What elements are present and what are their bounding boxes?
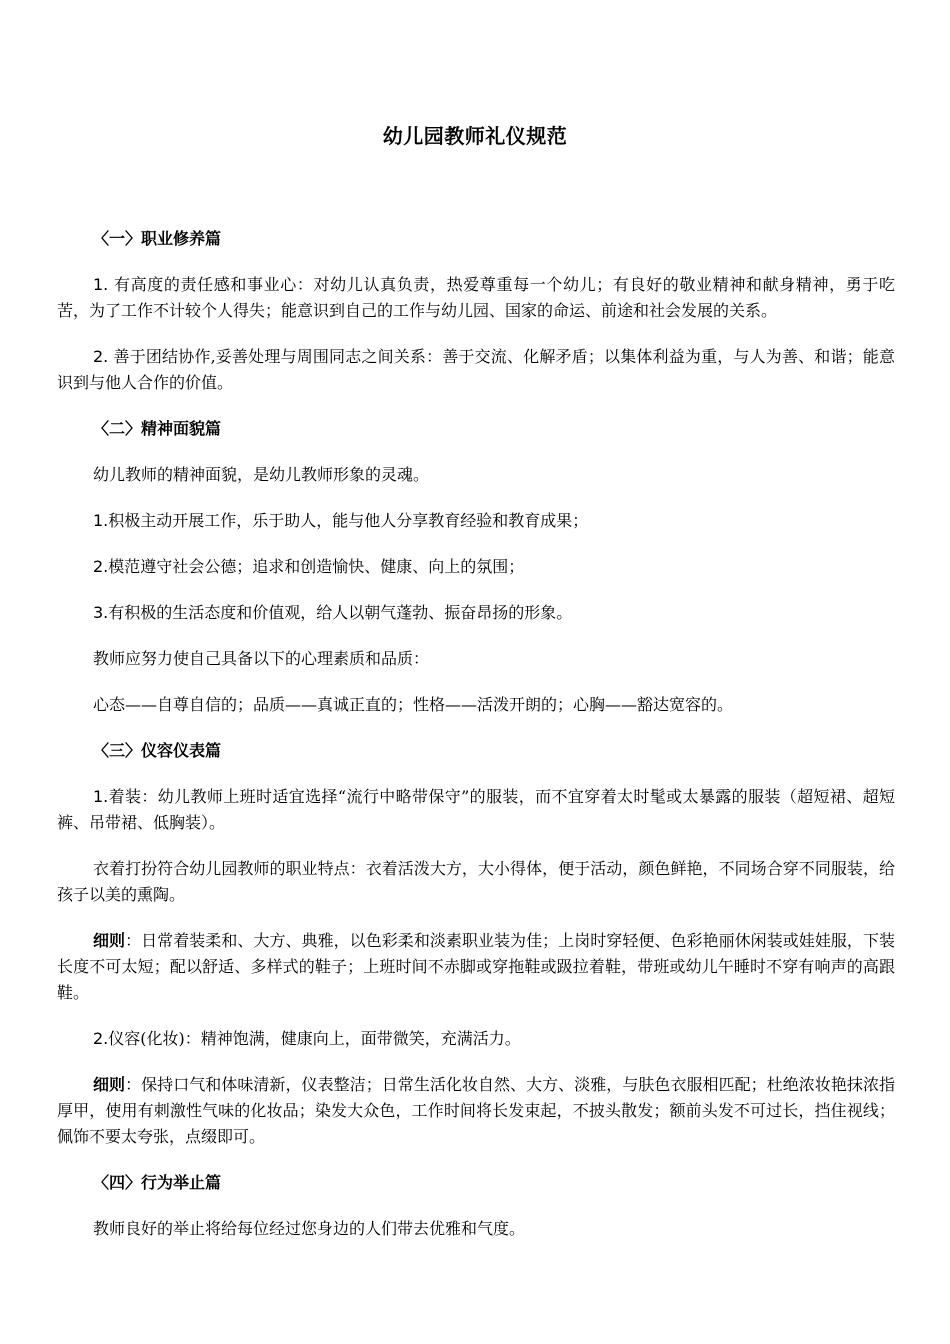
document-body: [57, 226, 895, 1262]
paragraph: [57, 692, 895, 718]
paragraph: [57, 784, 895, 836]
paragraph-text: ：保持口气和体味清新，仪表整洁；日常生活化妆自然、大方、淡雅，与肤色衣服相匹配；杜绝浓妆艳抹浓指厚甲，使用有刺激性气味的化妆品；染发大众色，工作时间将长发束起，不披头散发；额前头发不可过长，挡住视线；佩饰不要太夸张，点缀即可。: [57, 1075, 895, 1146]
paragraph-text: 积极主动开展工作，乐于助人，能与他人分享教育经验和教育成果；: [108, 511, 589, 530]
item-number: 1.: [93, 275, 109, 294]
section-heading-4: 〈四〉行为举止篇: [93, 1173, 222, 1192]
paragraph: [57, 600, 895, 626]
section-heading-3: 〈三〉仪容仪表篇: [93, 741, 222, 760]
paragraph: [57, 508, 895, 534]
item-number: 1.: [93, 787, 109, 806]
paragraph: [57, 856, 895, 908]
paragraph-text: 衣着打扮符合幼儿园教师的职业特点：衣着活泼大方，大小得体，便于活动，颜色鲜艳，不同场合穿不同服装，给孩子以美的熏陶。: [57, 859, 895, 904]
paragraph-text: 教师应努力使自己具备以下的心理素质和品质：: [93, 649, 430, 668]
rule-label: 细则: [93, 931, 126, 950]
paragraph: [57, 646, 895, 672]
item-number: 2.: [93, 1029, 109, 1048]
section-heading-2: 〈二〉精神面貌篇: [93, 419, 222, 438]
paragraph-text: 心态——自尊自信的；品质——真诚正直的；性格——活泼开朗的；心胸——豁达宽容的。: [93, 695, 734, 714]
paragraph: [57, 272, 895, 324]
paragraph: [57, 1216, 895, 1242]
paragraph-text: 善于团结协作,妥善处理与周围同志之间关系：善于交流、化解矛盾；以集体利益为重，与人为善、和谐；能意识到与他人合作的价值。: [57, 347, 895, 392]
paragraph: [57, 1026, 895, 1052]
paragraph: [57, 1072, 895, 1150]
paragraph: [57, 928, 895, 1006]
page-title: 幼儿园教师礼仪规范: [382, 124, 568, 148]
paragraph: [57, 344, 895, 396]
paragraph: [57, 462, 895, 488]
item-number: 2.: [93, 347, 109, 366]
paragraph-text: 有积极的生活态度和价值观，给人以朝气蓬勃、振奋昂扬的形象。: [108, 603, 573, 622]
paragraph-text: 幼儿教师的精神面貌，是幼儿教师形象的灵魂。: [93, 465, 430, 484]
item-number: 3.: [93, 603, 109, 622]
paragraph: [57, 554, 895, 580]
paragraph-text: 教师良好的举止将给每位经过您身边的人们带去优雅和气度。: [93, 1219, 526, 1238]
paragraph-text: 着装：幼儿教师上班时适宜选择“流行中略带保守”的服装，而不宜穿着太时髦或太暴露的服装（超短裙、超短裤、吊带裙、低胸装）。: [57, 787, 895, 832]
paragraph-text: 仪容(化妆)：精神饱满，健康向上，面带微笑，充满活力。: [108, 1029, 521, 1048]
paragraph-text: 模范遵守社会公德；追求和创造愉快、健康、向上的氛围；: [108, 557, 525, 576]
paragraph-text: ：日常着装柔和、大方、典雅，以色彩柔和淡素职业装为佳；上岗时穿轻便、色彩艳丽休闲装或娃娃服，下装长度不可太短；配以舒适、多样式的鞋子；上班时间不赤脚或穿拖鞋或趿拉着鞋，带班或幼儿午睡时不穿有响声的高跟鞋。: [57, 931, 895, 1002]
section-heading-1: 〈一〉职业修养篇: [93, 229, 222, 248]
rule-label: 细则: [93, 1075, 126, 1094]
item-number: 1.: [93, 511, 109, 530]
paragraph-text: 有高度的责任感和事业心：对幼儿认真负责，热爱尊重每一个幼儿；有良好的敬业精神和献身精神，勇于吃苦，为了工作不计较个人得失；能意识到自己的工作与幼儿园、国家的命运、前途和社会发展的关系。: [57, 275, 895, 320]
item-number: 2.: [93, 557, 109, 576]
